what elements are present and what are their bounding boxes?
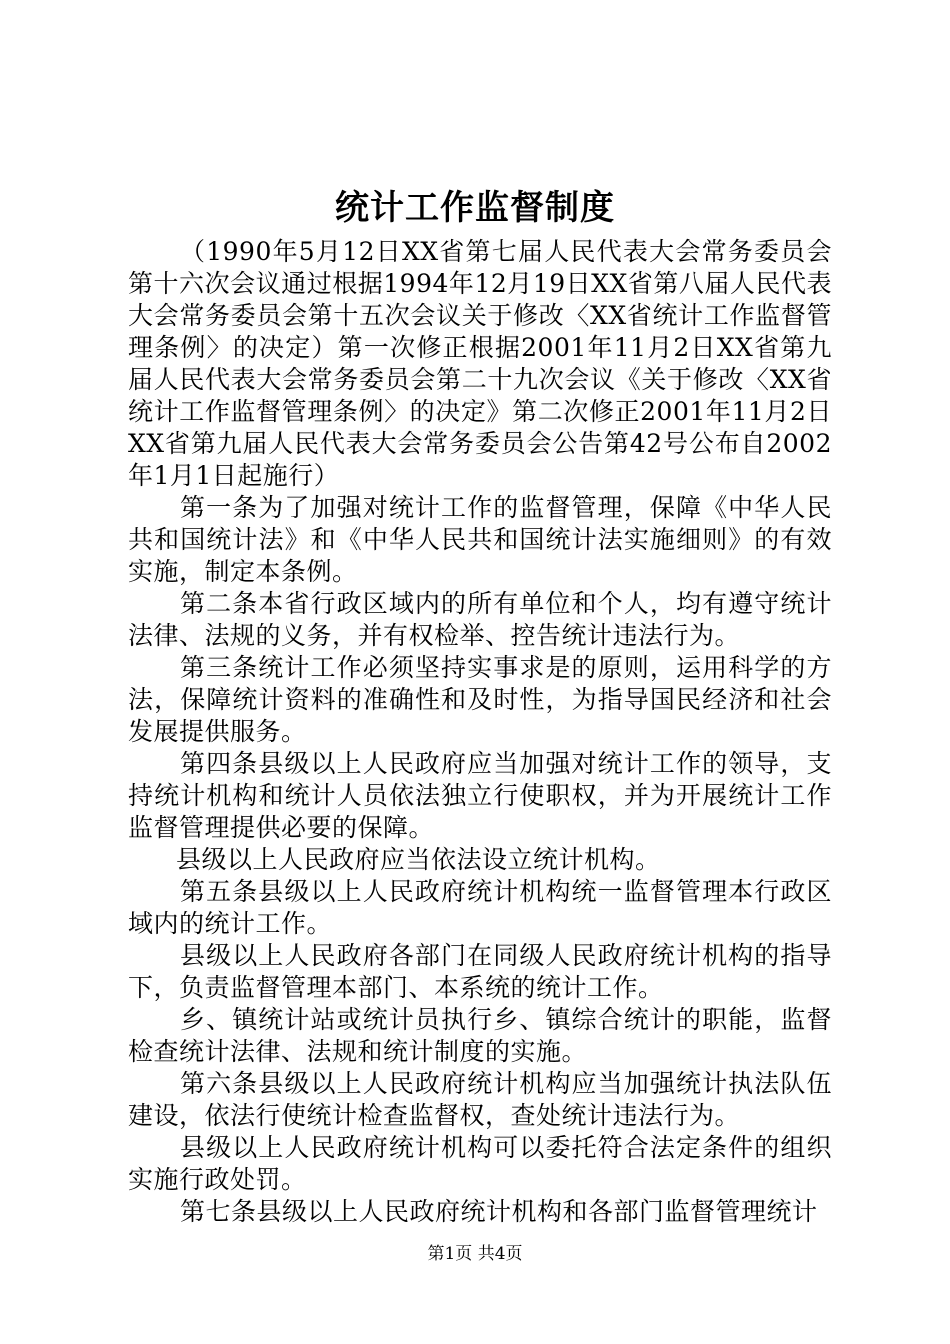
document-body xyxy=(128,236,832,1228)
article-3-paragraph: 第三条统计工作必须坚持实事求是的原则，运用科学的方法，保障统计资料的准确性和及时性，为指导国民经济和社会发展提供服务。 xyxy=(128,653,832,746)
article-6-paragraph: 第六条县级以上人民政府统计机构应当加强统计执法队伍建设，依法行使统计检查监督权，查处统计违法行为。 xyxy=(128,1069,832,1130)
article-7-paragraph: 第七条县级以上人民政府统计机构和各部门监督管理统计 xyxy=(180,1197,818,1226)
article-4-paragraph: 第四条县级以上人民政府应当加强对统计工作的领导，支持统计机构和统计人员依法独立行使职权，并为开展统计工作监督管理提供必要的保障。 xyxy=(128,749,832,842)
page-footer: 第1页 共4页 xyxy=(427,1244,523,1264)
article-2-paragraph: 第二条本省行政区域内的所有单位和个人，均有遵守统计法律、法规的义务，并有权检举、控告统计违法行为。 xyxy=(128,589,832,650)
preamble-paragraph: （1990年5月12日XX省第七届人民代表大会常务委员会第十六次会议通过根据1994年12月19日XX省第八届人民代表大会常务委员会第十五次会议关于修改〈XX省统计工作监督管理条例〉的决定）第一次修正根据2001年11月2日XX省第九届人民代表大会常务委员会第二十九次会议《关于修改〈XX省统计工作监督管理条例〉的决定》第二次修正2001年11月2日XX省第九届人民代表大会常务委员会公告第42号公布自2002年1月1日起施行） xyxy=(128,237,832,490)
article-5-clause-2: 县级以上人民政府各部门在同级人民政府统计机构的指导下，负责监督管理本部门、本系统的统计工作。 xyxy=(128,941,832,1002)
article-5-paragraph: 第五条县级以上人民政府统计机构统一监督管理本行政区域内的统计工作。 xyxy=(128,877,832,938)
document-title: 统计工作监督制度 xyxy=(335,188,615,228)
article-1-paragraph: 第一条为了加强对统计工作的监督管理，保障《中华人民共和国统计法》和《中华人民共和国统计法实施细则》的有效实施，制定本条例。 xyxy=(128,493,832,586)
article-4-clause-2: 县级以上人民政府应当依法设立统计机构。 xyxy=(176,845,661,874)
article-5-clause-3: 乡、镇统计站或统计员执行乡、镇综合统计的职能，监督检查统计法律、法规和统计制度的实施。 xyxy=(128,1005,832,1066)
article-6-clause-2: 县级以上人民政府统计机构可以委托符合法定条件的组织实施行政处罚。 xyxy=(128,1133,832,1194)
